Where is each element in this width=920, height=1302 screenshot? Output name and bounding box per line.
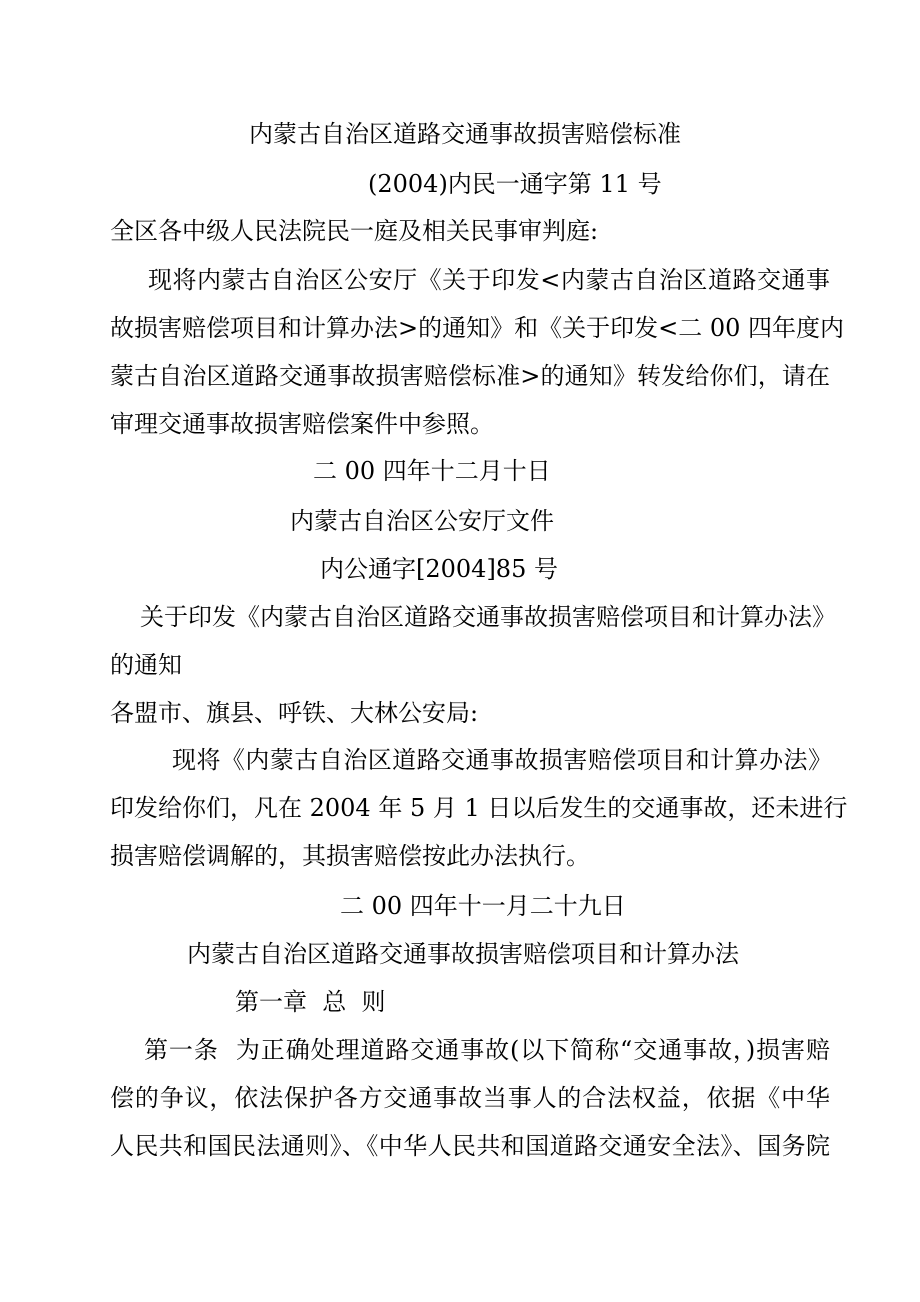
article-line: 偿的争议，依法保护各方交通事故当事人的合法权益，依据《中华 (110, 1084, 830, 1112)
document-number: (2004)内民一通字第 11 号 (368, 170, 662, 198)
article-line: 人民共和国民法通则》、《中华人民共和国道路交通安全法》、国务院 (110, 1132, 830, 1160)
addressee-2: 各盟市、旗县、呼铁、大林公安局: (110, 699, 479, 727)
notice-title-line: 关于印发《内蒙古自治区道路交通事故损害赔偿项目和计算办法》 (140, 603, 836, 631)
date-line: 二 00 四年十一月二十九日 (340, 892, 626, 920)
paragraph-line: 损害赔偿调解的，其损害赔偿按此办法执行。 (110, 842, 590, 870)
paragraph-line: 审理交通事故损害赔偿案件中参照。 (110, 410, 494, 438)
issuer-number: 内公通字[2004]85 号 (320, 555, 558, 583)
addressee: 全区各中级人民法院民一庭及相关民事审判庭: (110, 217, 599, 245)
notice-title-line: 的通知 (110, 651, 182, 679)
measures-title: 内蒙古自治区道路交通事故损害赔偿项目和计算办法 (187, 940, 739, 968)
chapter-heading: 第一章 总 则 (235, 988, 386, 1016)
date-line: 二 00 四年十二月十日 (313, 457, 551, 485)
paragraph-line: 现将内蒙古自治区公安厅《关于印发<内蒙古自治区道路交通事 (148, 266, 830, 294)
article-line: 第一条 为正确处理道路交通事故(以下简称“交通事故，)损害赔 (144, 1036, 830, 1064)
issuer-heading: 内蒙古自治区公安厅文件 (290, 507, 554, 535)
paragraph-line: 故损害赔偿项目和计算办法>的通知》和《关于印发<二 00 四年度内 (110, 314, 845, 342)
paragraph-line: 印发给你们，凡在 2004 年 5 月 1 日以后发生的交通事故，还未进行 (110, 794, 848, 822)
paragraph-line: 现将《内蒙古自治区道路交通事故损害赔偿项目和计算办法》 (172, 746, 832, 774)
document-title: 内蒙古自治区道路交通事故损害赔偿标准 (249, 120, 681, 148)
paragraph-line: 蒙古自治区道路交通事故损害赔偿标准>的通知》转发给你们，请在 (110, 362, 830, 390)
